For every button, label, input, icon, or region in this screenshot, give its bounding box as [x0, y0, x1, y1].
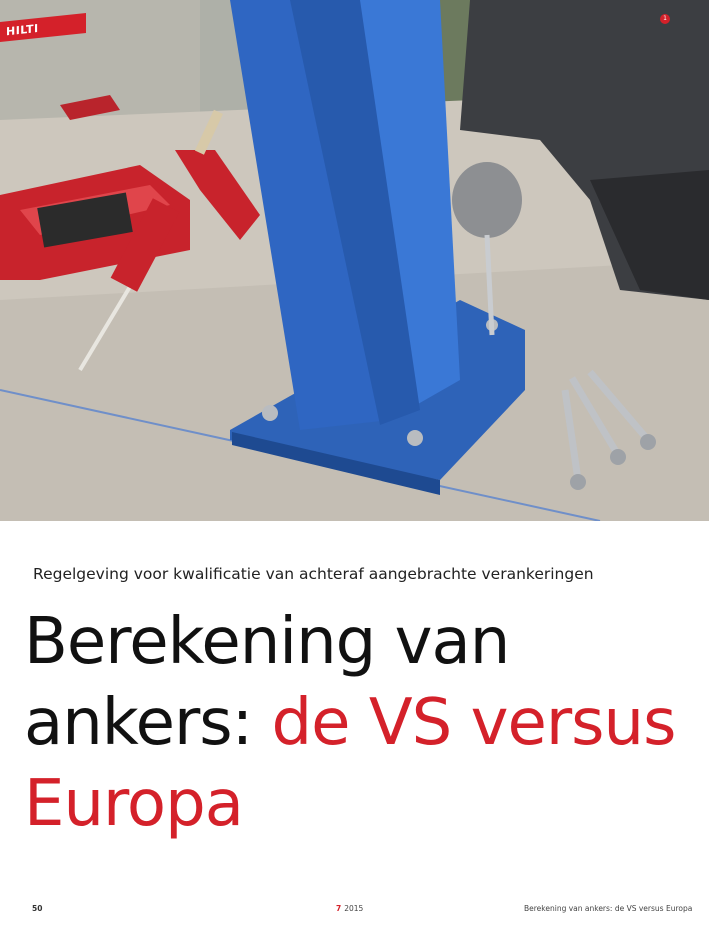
- issue-year: 2015: [344, 904, 364, 913]
- article-title: [24, 602, 694, 845]
- hilti-logo: HILTI: [0, 13, 86, 42]
- photo-number-badge: 1: [660, 14, 670, 24]
- article-kicker: Regelgeving voor kwalificatie van achteraf aangebrachte verankeringen: [33, 565, 594, 583]
- running-title: Berekening van ankers: de VS versus Europa: [524, 904, 693, 913]
- title-red: de VS versus Europa: [24, 686, 676, 841]
- page-number: 50: [32, 904, 43, 913]
- issue-label: [336, 904, 363, 913]
- title-black: Berekening van ankers:: [24, 605, 510, 760]
- issue-month: 7: [336, 904, 342, 913]
